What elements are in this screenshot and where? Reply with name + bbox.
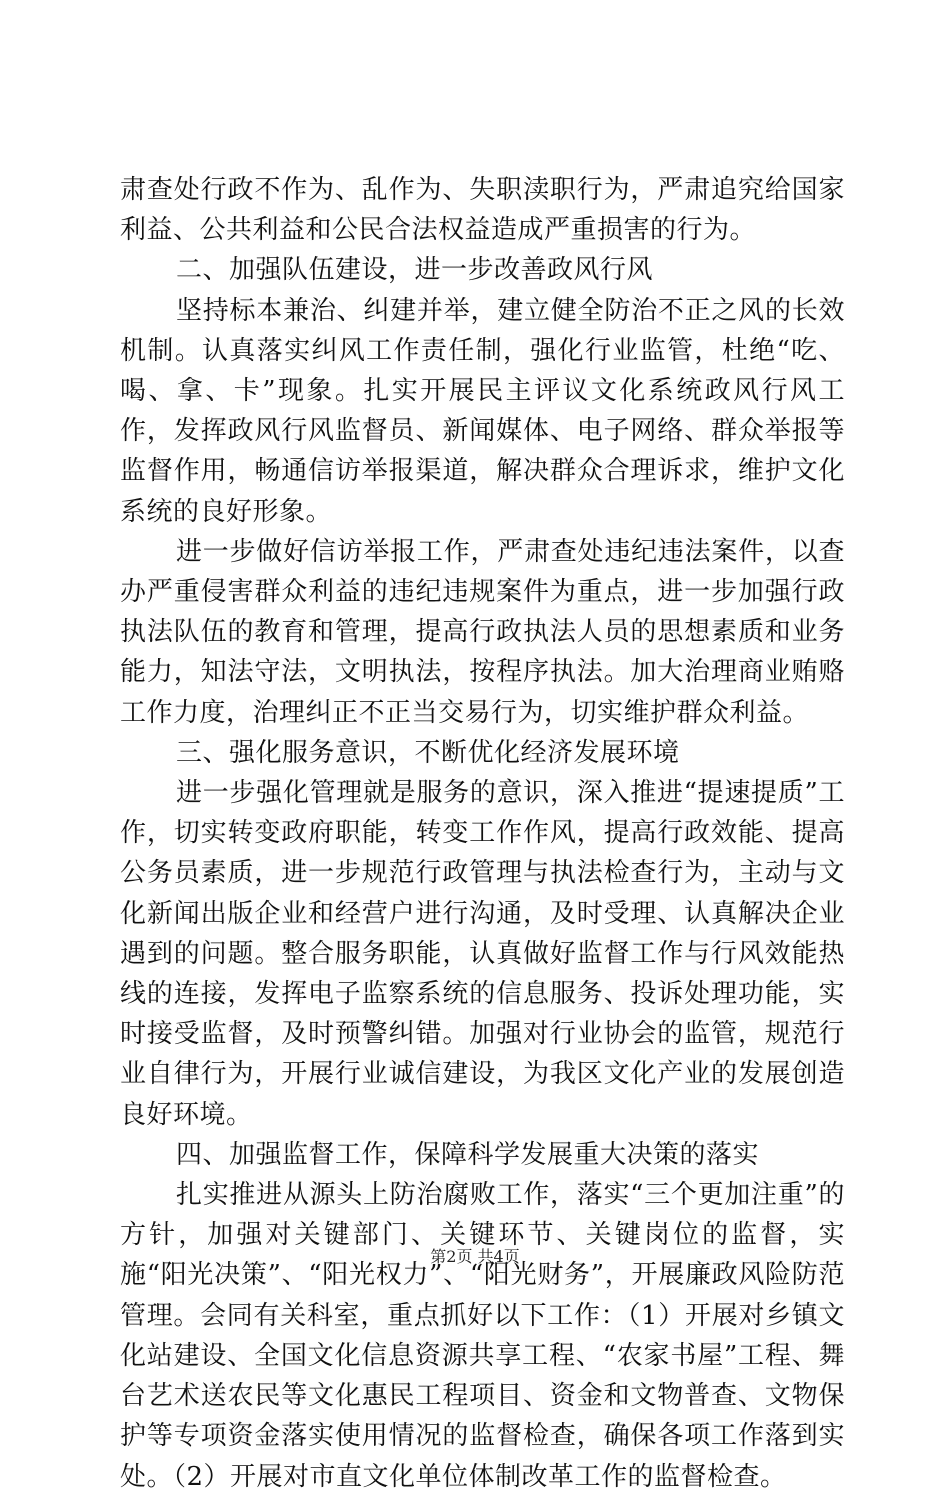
section-heading-4: 四、加强监督工作，保障科学发展重大决策的落实 (176, 1139, 760, 1170)
section-heading-3: 三、强化服务意识，不断优化经济发展环境 (176, 737, 680, 768)
paragraph-continuation: 肃查处行政不作为、乱作为、失职渎职行为，严肃追究给国家利益、公共利益和公民合法权益造成严重损害的行为。 (120, 175, 845, 246)
paragraph: 坚持标本兼治、纠建并举，建立健全防治不正之风的长效机制。认真落实纠风工作责任制，强化行业监管，杜绝“吃、喝、拿、卡”现象。扎实开展民主评议文化系统政风行风工作，发挥政风行风监督员、新闻媒体、电子网络、群众举报等监督作用，畅通信访举报渠道，解决群众合理诉求，维护文化系统的良好形象。 (120, 295, 845, 527)
page-footer: 第2页 共4页 (430, 1247, 520, 1266)
section-heading-2: 二、加强队伍建设，进一步改善政风行风 (176, 255, 654, 286)
paragraph: 进一步强化管理就是服务的意识，深入推进“提速提质”工作，切实转变政府职能，转变工作作风，提高行政效能、提高公务员素质，进一步规范行政管理与执法检查行为，主动与文化新闻出版企业和经营户进行沟通，及时受理、认真解决企业遇到的问题。整合服务职能，认真做好监督工作与行风效能热线的连接，发挥电子监察系统的信息服务、投诉处理功能，实时接受监督，及时预警纠错。加强对行业协会的监管，规范行业自律行为，开展行业诚信建设，为我区文化产业的发展创造良好环境。 (120, 778, 845, 1130)
paragraph: 扎实推进从源头上防治腐败工作，落实“三个更加注重”的方针，加强对关键部门、关键环节、关键岗位的监督，实施“阳光决策”、“阳光权力”、“阳光财务”，开展廉政风险防范管理。会同有关科室，重点抓好以下工作：（1）开展对乡镇文化站建设、全国文化信息资源共享工程、“农家书屋”工程、舞台艺术送农民等文化惠民工程项目、资金和文物普查、文物保护等专项资金落实使用情况的监督检查，确保各项工作落到实处。（2）开展对市直文化单位体制改革工作的监督检查。 (120, 1180, 845, 1492)
document-body (120, 170, 845, 1497)
paragraph: 进一步做好信访举报工作，严肃查处违纪违法案件，以查办严重侵害群众利益的违纪违规案件为重点，进一步加强行政执法队伍的教育和管理，提高行政执法人员的思想素质和业务能力，知法守法，文明执法，按程序执法。加大治理商业贿赂工作力度，治理纠正不正当交易行为，切实维护群众利益。 (120, 536, 845, 728)
